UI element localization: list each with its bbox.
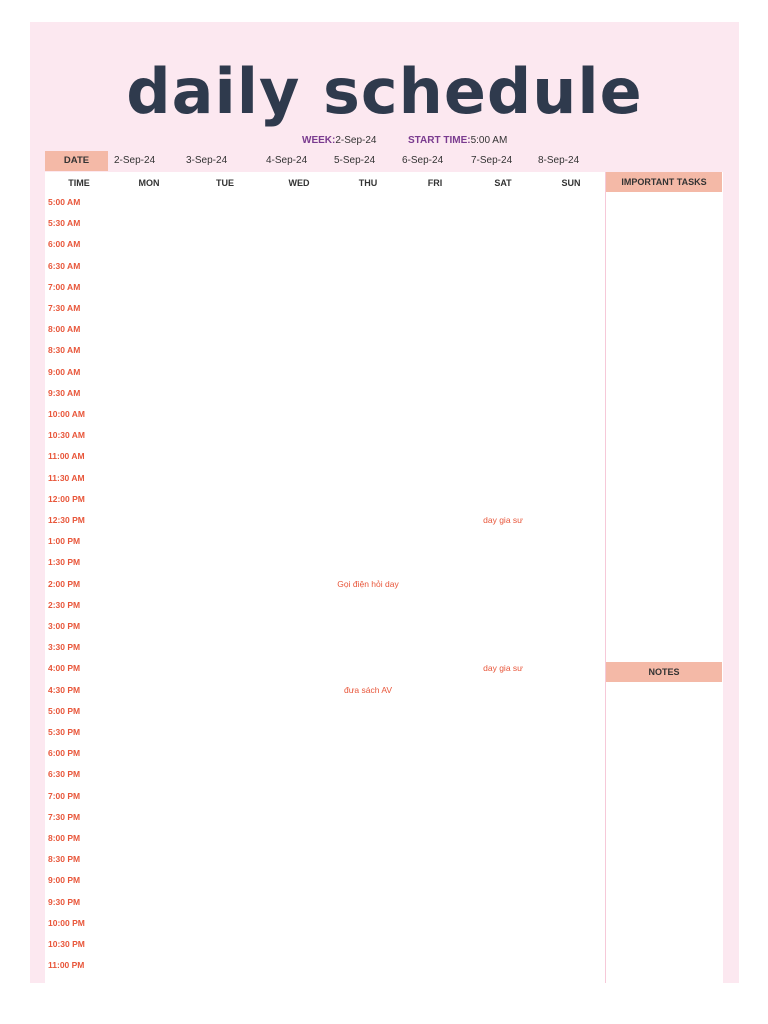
schedule-event[interactable]: day gia sư — [483, 515, 523, 525]
schedule-event[interactable]: đưa sách AV — [343, 684, 393, 695]
date-cell: 6-Sep-24 — [402, 155, 444, 166]
time-slot-label: 7:30 PM — [48, 811, 81, 822]
start-time-label: START TIME: — [408, 135, 471, 146]
time-slot-label: 10:30 AM — [48, 430, 86, 441]
date-cell: 7-Sep-24 — [471, 155, 513, 166]
date-label: DATE — [45, 151, 108, 171]
date-cell: 5-Sep-24 — [334, 155, 376, 166]
time-slot-label: 9:00 AM — [48, 366, 81, 377]
time-slot-label: 5:00 PM — [48, 705, 81, 716]
week-label: WEEK: — [302, 135, 336, 146]
week-field — [302, 134, 376, 148]
time-slot-label: 3:30 PM — [48, 642, 81, 653]
day-header-tue: TUE — [216, 178, 234, 188]
time-slot-label: 7:00 AM — [48, 281, 81, 292]
start-time-value[interactable]: 5:00 AM — [470, 135, 508, 146]
time-slot-label: 10:00 AM — [48, 409, 86, 419]
time-slot-label: 4:30 PM — [48, 684, 81, 695]
time-slot-label: 8:30 PM — [48, 854, 81, 865]
schedule-grid[interactable] — [45, 172, 605, 983]
time-slot-label: 1:30 PM — [48, 557, 81, 568]
day-header-fri: FRI — [427, 178, 443, 188]
schedule-event[interactable]: Gọi điện hỏi day — [337, 578, 399, 589]
time-slot-label: 8:00 AM — [48, 324, 81, 335]
day-header-mon: MON — [138, 178, 160, 188]
time-slot-label: 12:30 PM — [48, 515, 85, 525]
time-column-header: TIME — [68, 178, 90, 188]
day-header-thu: THU — [358, 178, 378, 188]
time-slot-label: 11:30 AM — [48, 472, 85, 483]
date-cell: 8-Sep-24 — [538, 155, 580, 166]
time-slot-label: 9:00 PM — [48, 875, 81, 886]
day-header-wed: WED — [288, 178, 310, 188]
day-header-sat: SAT — [494, 178, 512, 188]
time-slot-label: 1:00 PM — [48, 536, 81, 547]
important-tasks-header: IMPORTANT TASKS — [606, 172, 722, 192]
time-slot-label: 6:00 AM — [48, 239, 81, 250]
start-time-field — [408, 134, 507, 148]
date-cell: 3-Sep-24 — [186, 155, 228, 166]
time-slot-label: 9:30 AM — [48, 387, 81, 398]
time-slot-label: 8:30 AM — [48, 345, 81, 356]
day-header-sun: SUN — [561, 178, 581, 188]
page-title: daily schedule — [126, 55, 643, 128]
time-slot-label: 10:30 PM — [48, 939, 85, 949]
time-slot-label: 10:00 PM — [48, 917, 85, 928]
week-value[interactable]: 2-Sep-24 — [335, 135, 377, 146]
time-slot-label: 7:00 PM — [48, 790, 81, 801]
time-slot-label: 2:00 PM — [48, 578, 81, 589]
side-panel[interactable] — [605, 172, 723, 983]
time-slot-label: 11:00 AM — [48, 451, 85, 462]
date-cell: 4-Sep-24 — [266, 155, 308, 166]
date-cell: 2-Sep-24 — [114, 155, 156, 166]
time-slot-label: 4:00 PM — [48, 663, 81, 674]
time-slot-label: 6:00 PM — [48, 748, 81, 759]
time-slot-label: 3:00 PM — [48, 621, 81, 631]
time-slot-label: 8:00 PM — [48, 833, 81, 843]
time-slot-label: 7:30 AM — [48, 303, 81, 313]
time-slot-label: 2:30 PM — [48, 599, 81, 610]
notes-header: NOTES — [606, 662, 722, 682]
time-slot-label: 6:30 PM — [48, 769, 81, 780]
time-slot-label: 5:00 AM — [48, 197, 81, 207]
time-slot-label: 5:30 AM — [48, 218, 81, 229]
time-slot-label: 12:00 PM — [48, 493, 85, 504]
schedule-event[interactable]: day gia sư — [483, 663, 523, 674]
time-slot-label: 11:00 PM — [48, 960, 85, 971]
schedule-sheet — [30, 22, 739, 983]
time-slot-label: 9:30 PM — [48, 896, 81, 907]
time-slot-label: 6:30 AM — [48, 260, 81, 271]
time-slot-label: 5:30 PM — [48, 727, 81, 737]
